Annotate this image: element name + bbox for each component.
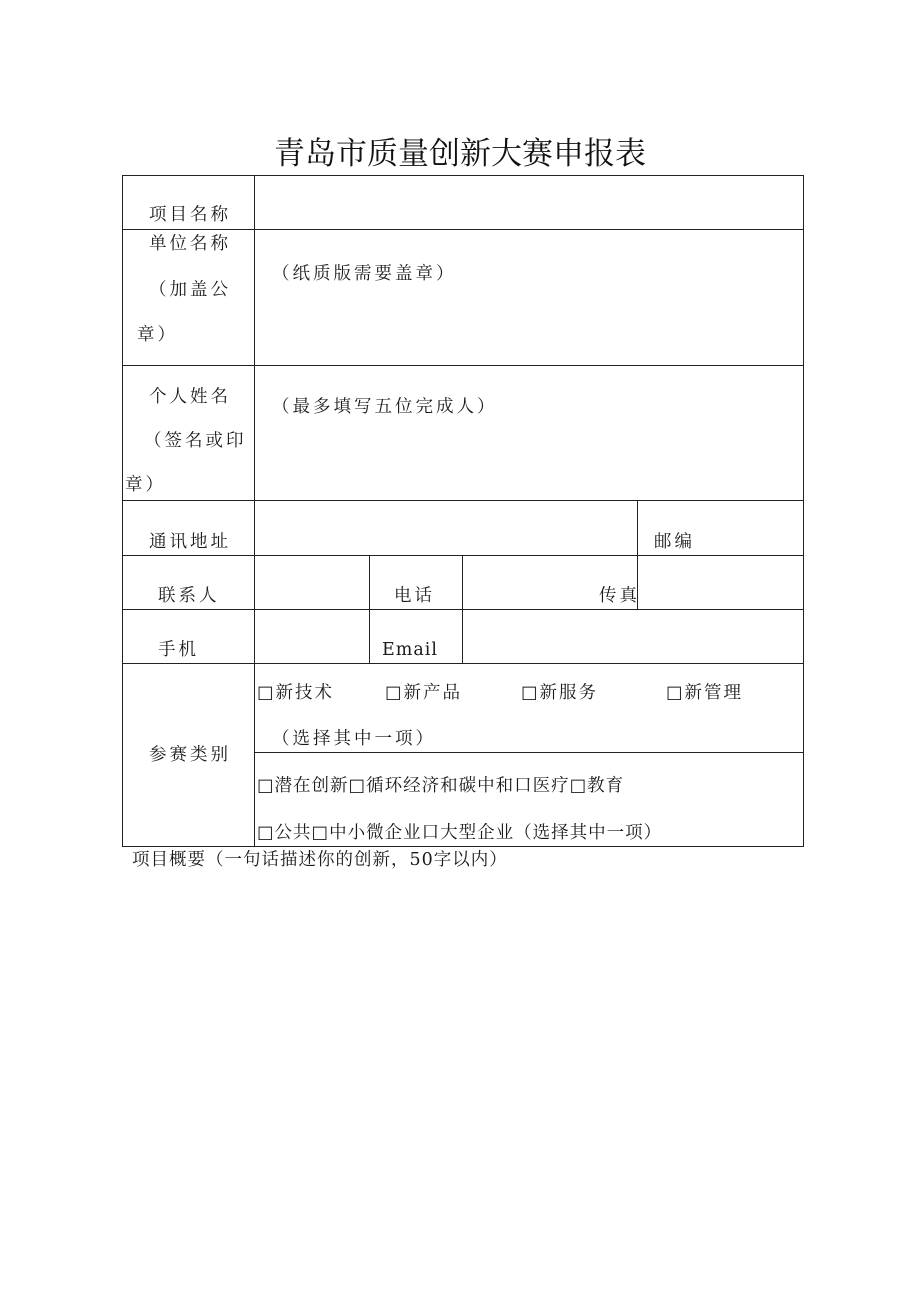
fax-label: 传真: [599, 586, 640, 606]
phone-divider: [369, 555, 370, 663]
project-name-label: 项目名称: [149, 205, 231, 225]
category-label: 参赛类别: [149, 745, 231, 765]
unit-name-label-note: （加盖公: [149, 280, 231, 300]
unit-name-label-note-end: 章）: [137, 325, 178, 345]
category-options-line2[interactable]: □公共□中小微企业口大型企业（选择其中一项）: [257, 823, 663, 843]
postcode-label: 邮编: [654, 532, 695, 552]
person-name-label-note-end: 章）: [125, 475, 166, 495]
fax-field[interactable]: [638, 556, 803, 609]
option-new-service[interactable]: □新服务: [521, 683, 599, 703]
form-title: 青岛市质量创新大赛申报表: [274, 136, 646, 172]
project-summary-label: 项目概要（一句话描述你的创新，50字以内）: [132, 850, 508, 870]
unit-name-label: 单位名称: [149, 234, 231, 254]
project-summary-area[interactable]: [122, 878, 804, 1178]
option-new-technology[interactable]: □新技术: [257, 683, 335, 703]
contact-label: 联系人: [158, 586, 220, 606]
table-rule: [254, 752, 804, 753]
phone-field[interactable]: [463, 556, 593, 609]
category-options-line1[interactable]: □潜在创新□循环经济和碳中和口医疗□教育: [257, 776, 625, 796]
address-field[interactable]: [255, 501, 637, 555]
phone-label: 电话: [394, 586, 435, 606]
option-new-management[interactable]: □新管理: [666, 683, 744, 703]
mobile-field[interactable]: [255, 610, 369, 663]
person-name-hint: （最多填写五位完成人）: [272, 397, 498, 417]
person-name-label: 个人姓名: [149, 387, 231, 407]
category-note: （选择其中一项）: [272, 729, 436, 749]
contact-field[interactable]: [255, 556, 369, 609]
email-field[interactable]: [463, 610, 803, 663]
table-border-bottom: [122, 846, 804, 847]
mobile-label: 手机: [158, 640, 199, 660]
project-name-field[interactable]: [255, 176, 803, 229]
person-name-label-note: （签名或印: [144, 431, 247, 451]
table-border-left: [122, 175, 123, 847]
table-border-right: [803, 175, 804, 847]
unit-name-hint: （纸质版需要盖章）: [272, 264, 457, 284]
option-new-product[interactable]: □新产品: [385, 683, 463, 703]
person-name-field[interactable]: [255, 366, 803, 500]
table-rule: [122, 663, 804, 664]
unit-name-field[interactable]: [255, 230, 803, 365]
email-label: Email: [382, 640, 438, 660]
address-label: 通讯地址: [149, 532, 231, 552]
